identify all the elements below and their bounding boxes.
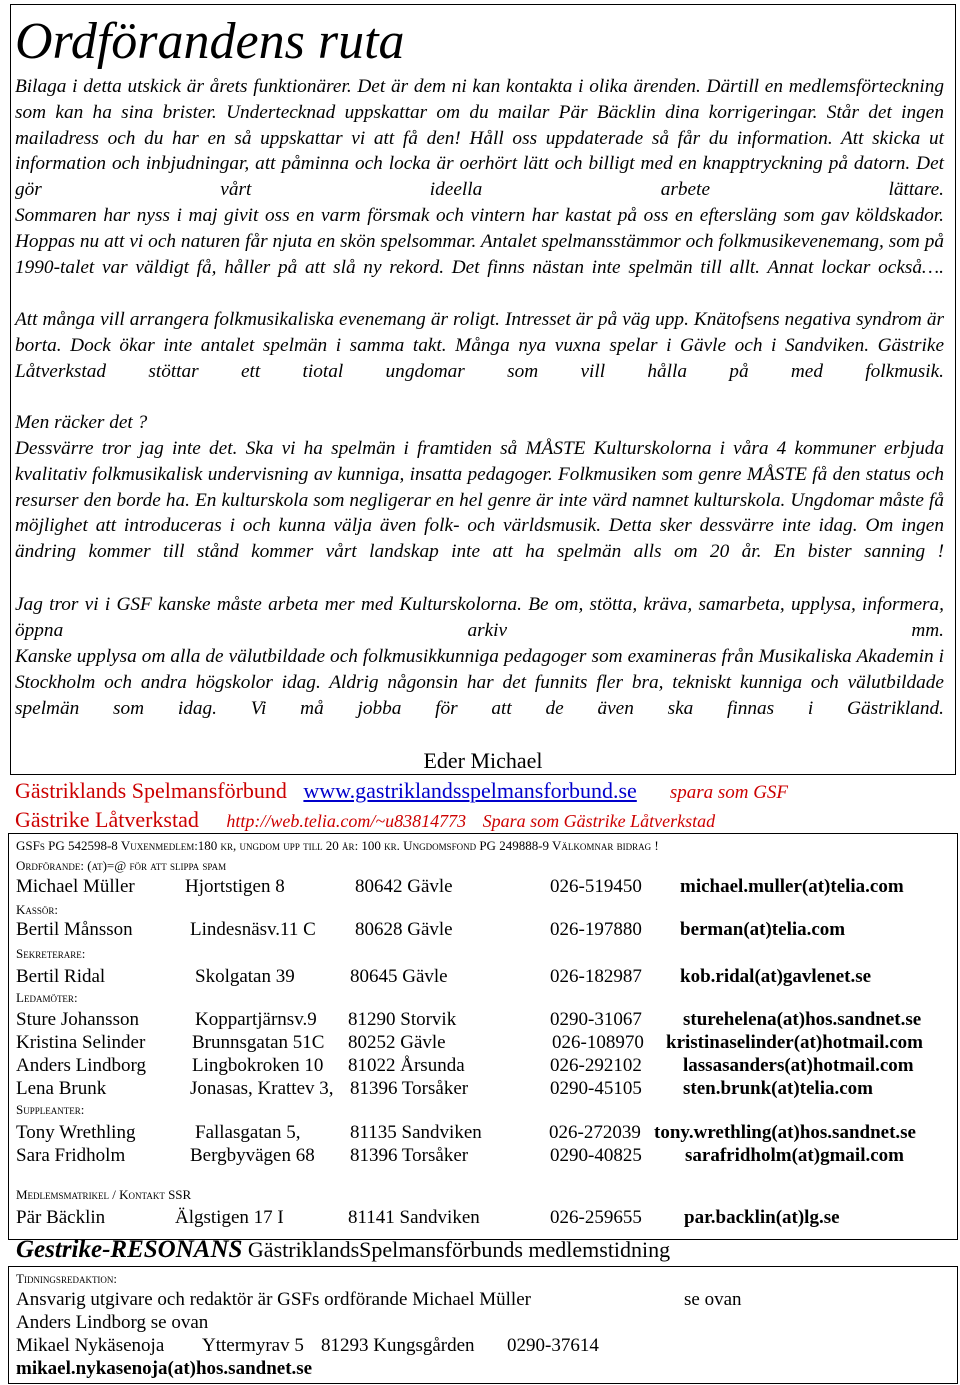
contact-row [0, 966, 960, 990]
contact-row [0, 1078, 960, 1102]
contact-row [0, 1145, 960, 1169]
org-name: Gästrike Låtverkstad [15, 807, 199, 832]
contact-row [0, 876, 960, 900]
contact-email[interactable]: tony.wrethling(at)hos.sandnet.se [654, 1122, 916, 1143]
newsletter-subtitle: GästriklandsSpelmansförbunds medlemstidning [247, 1237, 671, 1262]
contact-city: 80642 Gävle [355, 876, 453, 897]
contact-email[interactable]: michael.muller(at)telia.com [680, 876, 904, 897]
org-website-link[interactable]: http://web.telia.com/~u83814773 [226, 811, 467, 831]
editorial-publisher: Ansvarig utgivare och redaktör är GSFs ordförande Michael Müller [16, 1289, 531, 1310]
contact-street: Fallasgatan 5, [195, 1122, 301, 1143]
org-name: Gästriklands Spelmansförbund [15, 778, 287, 803]
paragraph-academy: Kanske upplysa om alla de välutbildade och folkmusikkunniga pedagoger som examineras från Musikaliska Akademin i Stockholm och andra högskolor idag. Aldrig någonsin har det funnits fler bra, tekniskt kunniga och välutbildade spelmän som idag. Vi må jobba för att de även ska finnas i Gästrikland. [15, 646, 944, 719]
page-title: Ordförandens ruta [15, 13, 405, 70]
paragraph-gsf: Jag tror vi i GSF kanske måste arbeta mer med Kulturskolorna. Be om, stötta, kräva, samarbeta, upplysa, informera, öppna arkiv mm. [15, 594, 944, 641]
contact-city: 81141 Sandviken [348, 1207, 480, 1228]
contact-city: 81135 Sandviken [350, 1122, 482, 1143]
org-latverkstad [15, 807, 715, 833]
contact-street: Skolgatan 39 [195, 966, 295, 987]
label-registry: Medlemsmatrikel / Kontakt SSR [16, 1187, 192, 1202]
contact-name: Michael Müller [16, 876, 135, 897]
org-note: Spara som Gästrike Låtverkstad [482, 811, 716, 831]
contact-name: Sara Fridholm [16, 1145, 126, 1166]
editorial-line [0, 1289, 960, 1313]
fees-header: GSFs PG 542598-8 Vuxenmedlem:180 kr, ungdom upp till 20 år: 100 kr. Ungdomsfond PG 249888-9 Välkomnar bidrag ! [16, 838, 659, 853]
editorial-line [0, 1358, 960, 1382]
paragraph-events: Att många vill arrangera folkmusikaliska evenemang är roligt. Intresset är på väg upp. Knätofsens negativa syndrom är borta. Dock ökar inte antalet spelmän i samma takt. Många nya vuxna spelar i Gävle och i Sandviken. Gästrike Låtverkstad stöttar ett tiotal ungdomar som vill hålla på med folkmusik. [15, 309, 944, 382]
contact-name: Tony Wrethling [16, 1122, 136, 1143]
contact-city: 81022 Årsunda [348, 1055, 465, 1076]
org-note: spara som GSF [669, 782, 789, 803]
paragraph-question: Men räcker det ? [15, 412, 148, 433]
contact-row [0, 1122, 960, 1146]
contact-street: Brunnsgatan 51C [192, 1032, 325, 1053]
contact-email[interactable]: lassasanders(at)hotmail.com [683, 1055, 914, 1076]
paragraph-schools: Dessvärre tror jag inte det. Ska vi ha spelmän i framtiden så MÅSTE Kulturskolorna i våra 4 kommuner erbjuda kvalitativ folkmusikalisk undervisning av kunniga, insatta pedagoger. Folkmusiken som genre MÅSTE få den status och resurser den borde ha. En kulturskola som negligerar en hel genre är inte värd namnet kulturskola. Ungdomar måste få möjlighet att introduceras i och kunna välja även folk- och världsmusik. Detta sker dessvärre inte idag. Om ingen ändring kommer till stånd kommer vårt landskap inte att ha spelmän alls om 20 år. En bister sanning ! [15, 438, 944, 563]
contact-city: 81290 Storvik [348, 1009, 457, 1030]
contact-name: Bertil Ridal [16, 966, 106, 987]
editorial-line [0, 1335, 960, 1359]
contact-street: Hjortstigen 8 [185, 876, 285, 897]
label-deputies: Suppleanter: [16, 1102, 85, 1117]
contact-name: Bertil Månsson [16, 919, 133, 940]
label-secretary: Sekreterare: [16, 946, 86, 961]
contact-street: Jonasas, Krattev 3, [190, 1078, 334, 1099]
contact-phone: 0290-40825 [550, 1145, 642, 1166]
contact-city: 80252 Gävle [348, 1032, 446, 1053]
paragraph-intro: Bilaga i detta utskick är årets funktionärer. Det är dem ni kan kontakta i olika ärenden. Därtill en medlemsförteckning som kan ha sina brister. Undertecknad uppskattar om du mailar Pär Bäcklin dina korrigeringar. Står det ingen mailadress och du har en så uppskattar vi att få den! Håll oss uppdaterade så får du information. Att skicka ut information och inbjudningar, att påminna och locka är oerhört lätt och billigt med en knapptryckning på datorn. Det gör vårt ideella arbete lättare. [15, 76, 944, 201]
contact-name: Lena Brunk [16, 1078, 107, 1099]
signature: Eder Michael [423, 748, 543, 773]
newsletter-title: Gestrike-RESONANS [16, 1236, 243, 1263]
contact-name: Anders Lindborg [16, 1055, 146, 1076]
contact-name: Kristina Selinder [16, 1032, 146, 1053]
editorial-member: Anders Lindborg se ovan [16, 1312, 209, 1333]
contact-row [0, 1055, 960, 1079]
contact-city: 81396 Torsåker [350, 1078, 469, 1099]
org-spelmansforbund [15, 778, 788, 804]
label-chair: Ordförande: (at)=@ för att slippa spam [16, 858, 227, 873]
contact-phone: 026-519450 [550, 876, 642, 897]
contact-name: Pär Bäcklin [16, 1207, 106, 1228]
contact-city: 80628 Gävle [355, 919, 453, 940]
label-editorial: Tidningsredaktion: [16, 1271, 118, 1286]
editorial-street: Yttermyrav 5 [202, 1335, 304, 1356]
contact-phone: 026-292102 [550, 1055, 642, 1076]
contact-email[interactable]: sturehelena(at)hos.sandnet.se [683, 1009, 922, 1030]
editorial-email[interactable]: mikael.nykasenoja(at)hos.sandnet.se [16, 1358, 313, 1379]
newsletter-heading [16, 1236, 670, 1264]
contact-city: 81396 Torsåker [350, 1145, 469, 1166]
editorial-name: Mikael Nykäsenoja [16, 1335, 165, 1356]
editorial-note: se ovan [684, 1289, 742, 1310]
contact-phone: 026-197880 [550, 919, 642, 940]
paragraph-summer: Sommaren har nyss i maj givit oss en varm försmak och vintern har kastat på oss en eftersläng som gav köldskador. Hoppas nu att vi och naturen får njuta en skön spelsommar. Antalet spelmansstämmor och folkmusikevenemang, som på 1990-talet var väldigt få, håller på att slå ny rekord. Det finns nästan inte spelmän till allt. Annat lockar också…. [15, 205, 944, 278]
contact-email[interactable]: kob.ridal(at)gavlenet.se [680, 966, 872, 987]
contact-row [0, 1009, 960, 1033]
label-treasurer: Kassör: [16, 902, 59, 917]
label-board: Ledamöter: [16, 990, 78, 1005]
contact-phone: 0290-31067 [550, 1009, 642, 1030]
contact-phone: 026-272039 [549, 1122, 641, 1143]
editorial-city: 81293 Kungsgården [321, 1335, 475, 1356]
editorial-phone: 0290-37614 [507, 1335, 599, 1356]
org-website-link[interactable]: www.gastriklandsspelmansforbund.se [303, 778, 637, 803]
contact-row [0, 1032, 960, 1056]
contact-phone: 0290-45105 [550, 1078, 642, 1099]
contact-name: Sture Johansson [16, 1009, 139, 1030]
contact-phone: 026-182987 [550, 966, 642, 987]
contact-row [0, 919, 960, 943]
contact-street: Lingbokroken 10 [192, 1055, 324, 1076]
contact-street: Koppartjärnsv.9 [195, 1009, 317, 1030]
editorial-line [0, 1312, 960, 1336]
contact-row [0, 1207, 960, 1231]
contact-phone: 026-259655 [550, 1207, 642, 1228]
contact-street: Älgstigen 17 I [175, 1207, 284, 1228]
contact-city: 80645 Gävle [350, 966, 448, 987]
contact-email[interactable]: par.backlin(at)lg.se [684, 1207, 840, 1228]
contact-email[interactable]: berman(at)telia.com [680, 919, 846, 940]
contact-street: Lindesnäsv.11 C [190, 919, 316, 940]
contact-email[interactable]: sarafridholm(at)gmail.com [685, 1145, 904, 1166]
contact-email[interactable]: sten.brunk(at)telia.com [683, 1078, 873, 1099]
contact-street: Bergbyvägen 68 [190, 1145, 315, 1166]
contact-email[interactable]: kristinaselinder(at)hotmail.com [666, 1032, 924, 1053]
contact-phone: 026-108970 [552, 1032, 644, 1053]
